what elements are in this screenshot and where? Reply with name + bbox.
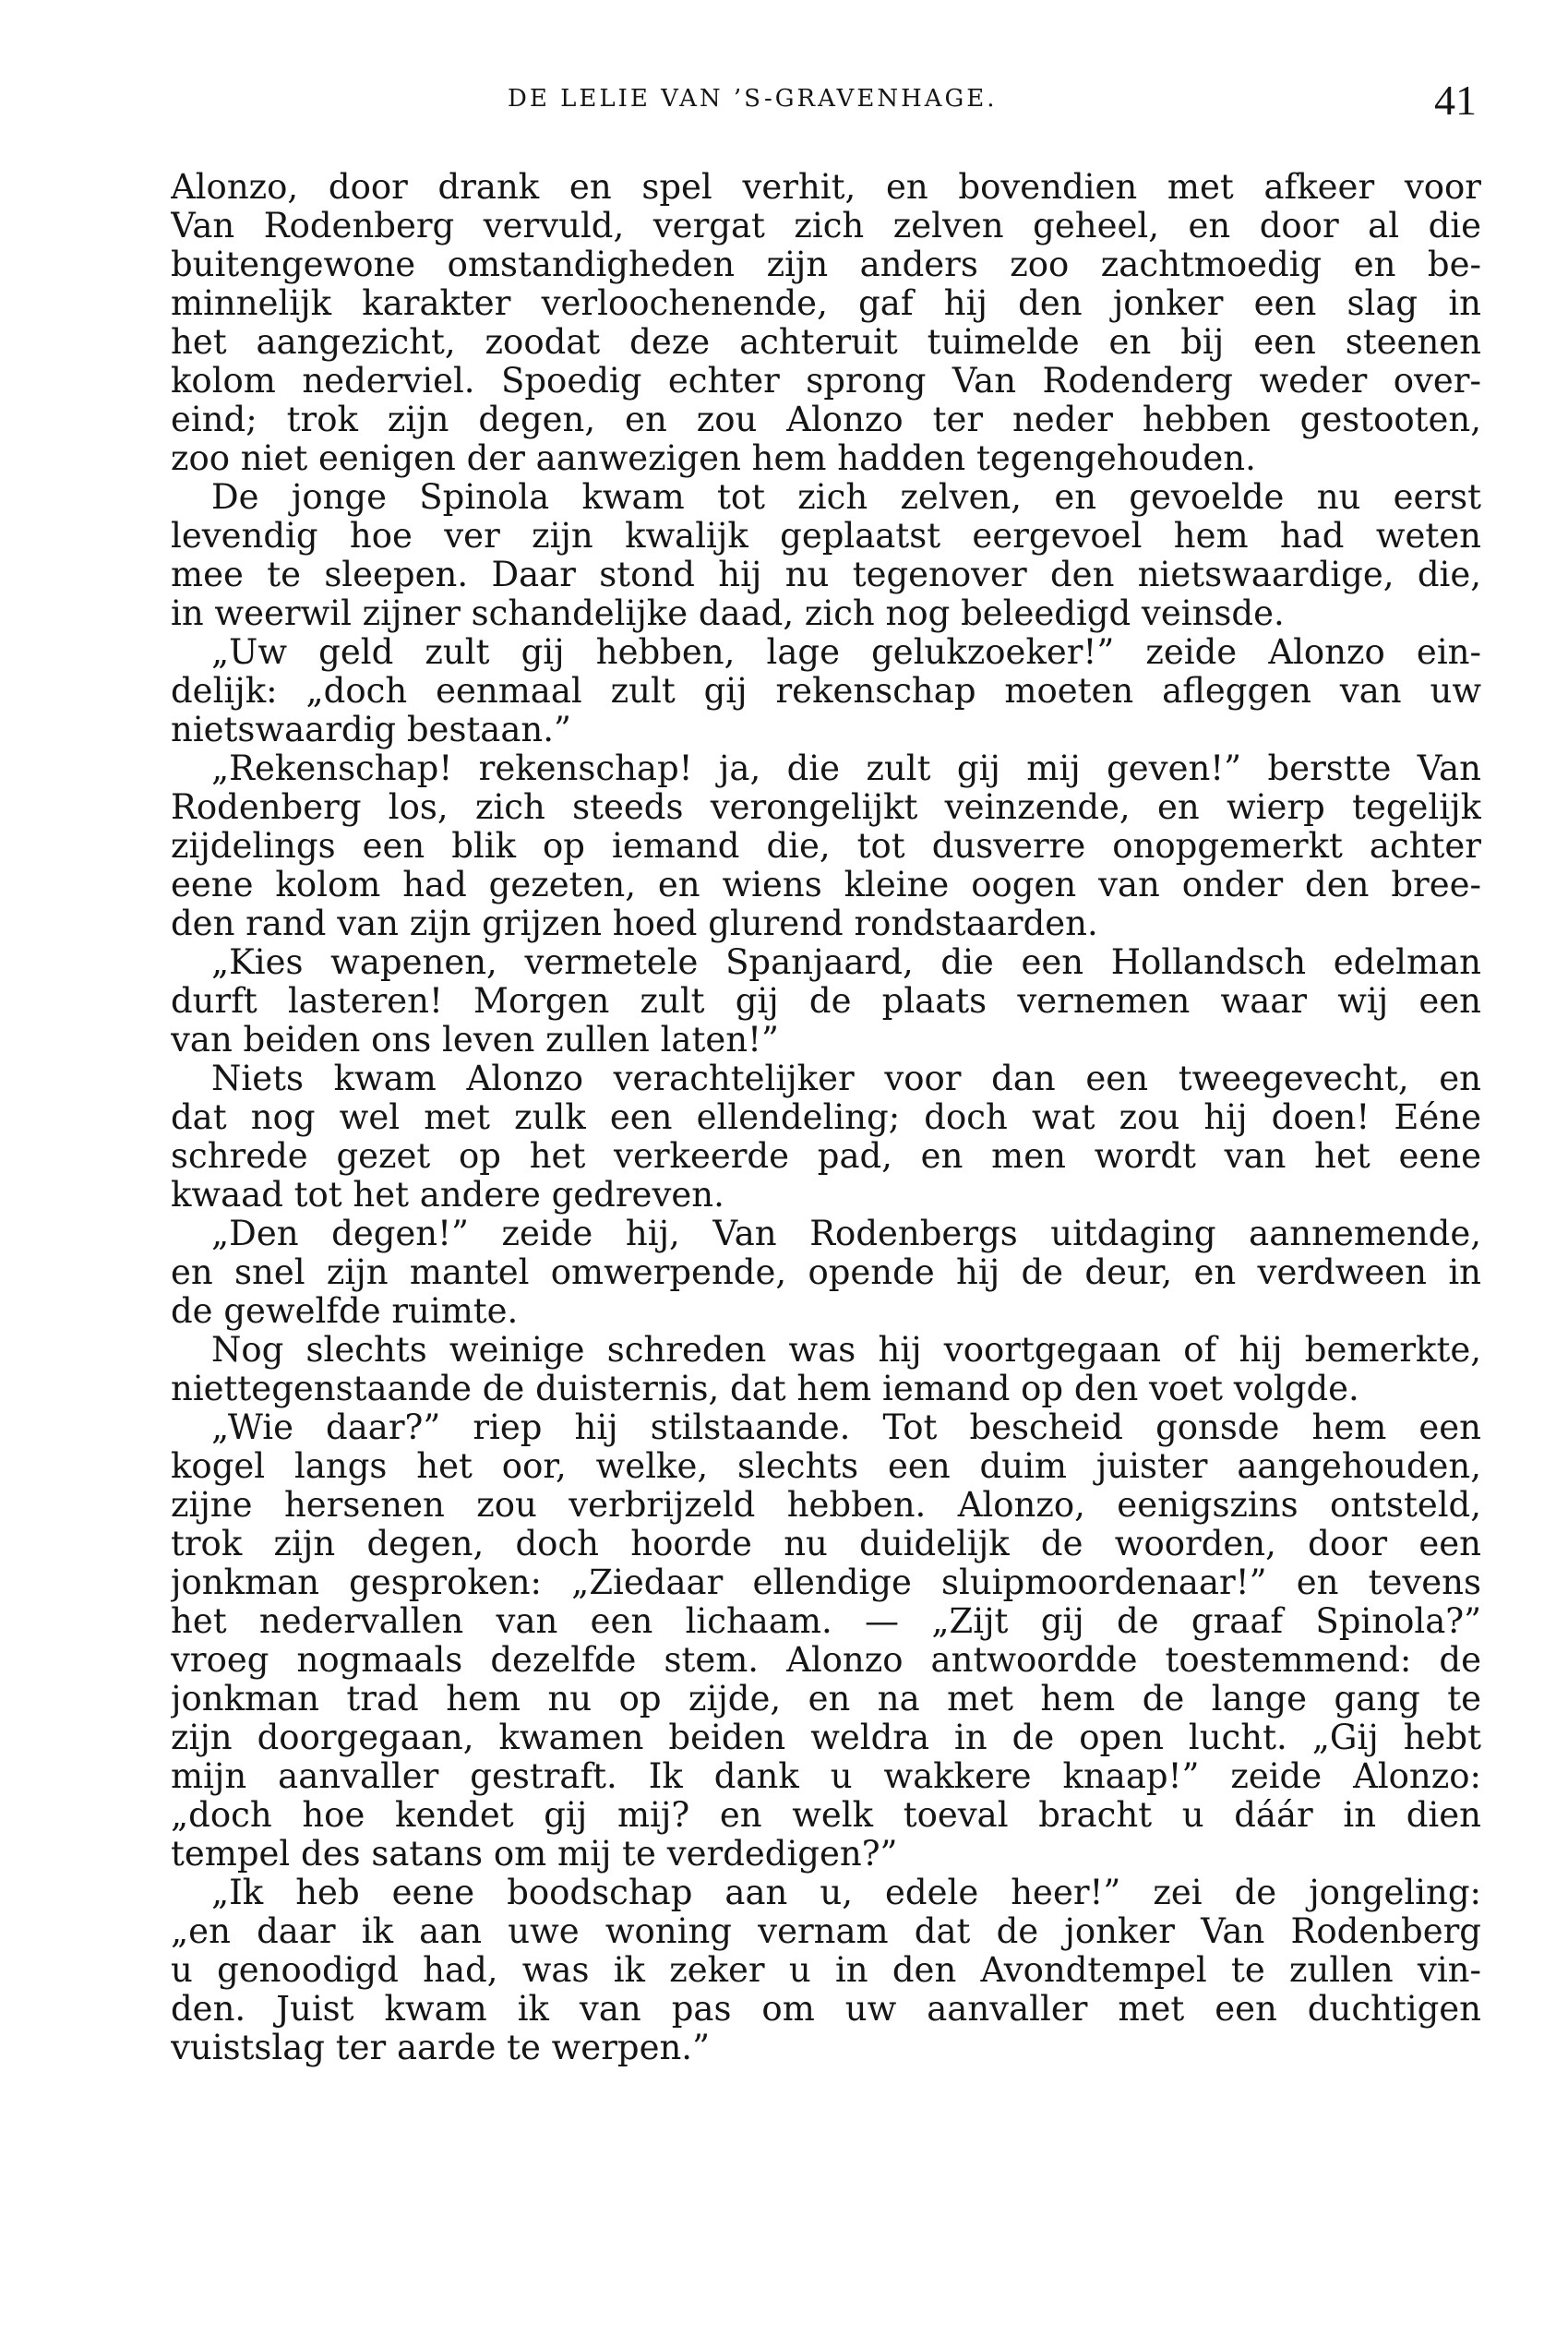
text-line: eind; trok zijn degen, en zou Alonzo ter neder hebben gestooten, (171, 401, 1481, 439)
page-header (157, 76, 1477, 131)
text-line: den rand van zijn grijzen hoed glurend rondstaarden. (171, 904, 1098, 943)
text-line: in weerwil zijner schandelijke daad, zich nog beleedigd veinsde. (171, 594, 1285, 633)
text-line: nietswaardig bestaan.” (171, 711, 571, 749)
text-line: delijk: „doch eenmaal zult gij rekenschap moeten afleggen van uw (171, 672, 1481, 711)
text-line: en snel zijn mantel omwerpende, opende hij de deur, en verdween in (171, 1253, 1481, 1292)
text-line: Van Rodenberg vervuld, vergat zich zelven geheel, en door al die (171, 207, 1481, 245)
text-line: trok zijn degen, doch hoorde nu duidelijk de woorden, door een (171, 1525, 1481, 1563)
text-line: Rodenberg los, zich steeds verongelijkt veinzende, en wierp tegelijk (171, 788, 1481, 827)
text-line: „Wie daar?” riep hij stilstaande. Tot bescheid gonsde hem een (211, 1408, 1481, 1447)
text-line: den. Juist kwam ik van pas om uw aanvaller met een duchtigen (171, 1990, 1481, 2029)
text-line: „Kies wapenen, vermetele Spanjaard, die een Hollandsch edelman (211, 943, 1481, 982)
text-line: het aangezicht, zoodat deze achteruit tuimelde en bij een steenen (171, 323, 1481, 362)
text-line: dat nog wel met zulk een ellendeling; doch wat zou hij doen! Eéne (171, 1098, 1481, 1137)
text-line: het nedervallen van een lichaam. — „Zijt gij de graaf Spinola?” (171, 1602, 1481, 1641)
text-line: zijne hersenen zou verbrijzeld hebben. Alonzo, eenigszins ontsteld, (171, 1486, 1481, 1525)
text-line: Niets kwam Alonzo verachtelijker voor dan een tweegevecht, en (211, 1060, 1481, 1098)
text-line: „en daar ik aan uwe woning vernam dat de jonker Van Rodenberg (171, 1912, 1481, 1951)
text-line: Nog slechts weinige schreden was hij voortgegaan of hij bemerkte, (211, 1331, 1481, 1370)
text-line: „Den degen!” zeide hij, Van Rodenbergs uitdaging aannemende, (211, 1215, 1481, 1253)
text-line: tempel des satans om mij te verdedigen?” (171, 1835, 898, 1874)
text-line: durft lasteren! Morgen zult gij de plaats vernemen waar wij een (171, 982, 1481, 1021)
text-line: u genoodigd had, was ik zeker u in den Avondtempel te zullen vin- (171, 1951, 1481, 1990)
text-line: jonkman gesproken: „Ziedaar ellendige sluipmoordenaar!” en tevens (171, 1563, 1481, 1602)
text-line: eene kolom had gezeten, en wiens kleine oogen van onder den bree- (171, 866, 1481, 904)
text-line: „Uw geld zult gij hebben, lage gelukzoeker!” zeide Alonzo ein- (211, 633, 1481, 672)
text-line: van beiden ons leven zullen laten!” (171, 1021, 779, 1060)
text-line: „Rekenschap! rekenschap! ja, die zult gij mij geven!” berstte Van (211, 749, 1481, 788)
text-line: de gewelfde ruimte. (171, 1292, 519, 1331)
text-line: De jonge Spinola kwam tot zich zelven, en gevoelde nu eerst (211, 478, 1481, 517)
text-line: zijn doorgegaan, kwamen beiden weldra in de open lucht. „Gij hebt (171, 1718, 1481, 1757)
text-line: kwaad tot het andere gedreven. (171, 1176, 724, 1215)
running-title: DE LELIE VAN ’S-GRAVENHAGE. (508, 85, 998, 113)
text-line: schrede gezet op het verkeerde pad, en men wordt van het eene (171, 1137, 1481, 1176)
text-line: vuistslag ter aarde te werpen.” (171, 2029, 710, 2067)
text-line: „doch hoe kendet gij mij? en welk toeval bracht u dáár in dien (171, 1796, 1481, 1835)
text-line: buitengewone omstandigheden zijn anders zoo zachtmoedig en be- (171, 245, 1481, 284)
text-line: Alonzo, door drank en spel verhit, en bovendien met afkeer voor (171, 168, 1481, 207)
text-line: „Ik heb eene boodschap aan u, edele heer!” zei de jongeling: (211, 1874, 1481, 1912)
text-line: niettegenstaande de duisternis, dat hem iemand op den voet volgde. (171, 1370, 1359, 1408)
text-line: kogel langs het oor, welke, slechts een duim juister aangehouden, (171, 1447, 1481, 1486)
text-line: levendig hoe ver zijn kwalijk geplaatst eergevoel hem had weten (171, 517, 1481, 556)
text-line: kolom nederviel. Spoedig echter sprong Van Rodenderg weder over- (171, 362, 1481, 401)
text-line: vroeg nogmaals dezelfde stem. Alonzo antwoordde toestemmend: de (171, 1641, 1481, 1680)
text-line: jonkman trad hem nu op zijde, en na met hem de lange gang te (171, 1680, 1481, 1718)
text-line: zoo niet eenigen der aanwezigen hem hadden tegengehouden. (171, 439, 1256, 478)
text-line: zijdelings een blik op iemand die, tot dusverre onopgemerkt achter (171, 827, 1481, 866)
text-line: mijn aanvaller gestraft. Ik dank u wakkere knaap!” zeide Alonzo: (171, 1757, 1481, 1796)
page-number: 41 (1434, 77, 1477, 124)
text-line: mee te sleepen. Daar stond hij nu tegenover den nietswaardige, die, (171, 556, 1481, 594)
text-line: minnelijk karakter verloochenende, gaf hij den jonker een slag in (171, 284, 1481, 323)
body-text (171, 168, 1481, 2067)
